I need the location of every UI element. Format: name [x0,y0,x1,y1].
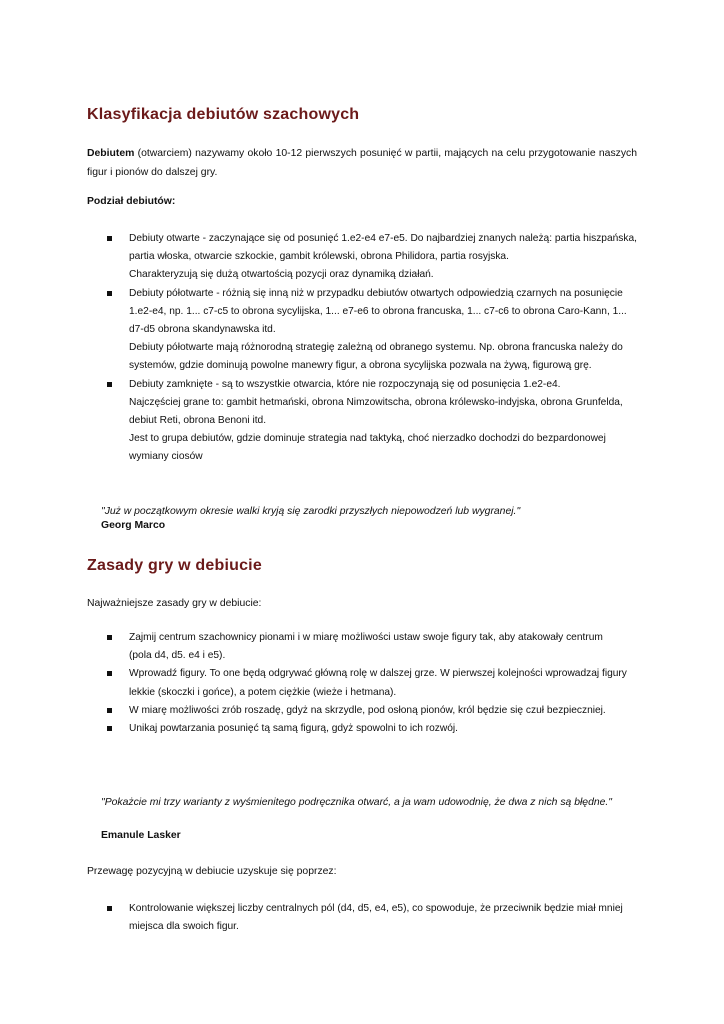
list-item-text: Zajmij centrum szachownicy pionami i w miarę możliwości ustaw swoje figury tak, aby atakowały centrum [129,632,603,643]
bullet-icon [107,671,112,676]
list-item-text: Charakteryzują się dużą otwartością pozycji oraz dynamiką działań. [129,269,434,281]
list-item-repeat [87,720,637,738]
quote-marco: "Już w początkowym okresie walki kryją się zarodki przyszłych niepowodzeń lub wygranej." [101,506,521,517]
list-item-text: Debiuty otwarte - zaczynające się od posunięć 1.e2-e4 e7-e5. Do najbardziej znanych należą: partia hiszpańska, partia włoska, otwarcie szkockie, gambit królewski, obrona Philidora, partia rosyjska. [129,233,637,263]
quote-author-lasker: Emanule Lasker [101,830,181,841]
quote-author-marco: Georg Marco [101,520,166,531]
division-label: Podział debiutów: [87,196,176,207]
bullet-icon [107,236,112,241]
intro-paragraph [87,145,637,182]
list-item-text: (pola d4, d5. e4 i e5). [129,650,226,662]
section-title-rules: Zasady gry w debiucie [87,557,262,574]
bullet-icon [107,726,112,731]
list-item-closed [87,376,637,467]
bullet-icon [107,291,112,296]
section-title-classification: Klasyfikacja debiutów szachowych [87,106,360,123]
list-item-open [87,230,637,285]
rules-intro: Najważniejsze zasady gry w debiucie: [87,598,262,609]
list-item-text: W miarę możliwości zrób roszadę, gdyż na skrzydle, pod osłoną pionów, król będzie się czuł bezpieczniej. [129,704,606,716]
bullet-icon [107,382,112,387]
list-item-center [87,629,637,665]
list-item-text: Debiuty półotwarte - różnią się inną niż w przypadku debiutów otwartych odpowiedzią czarnych na posunięcie 1.e2-e4, np. 1... c7-c5 to obrona sycylijska, 1... e7-e6 to obrona francuska, 1... c7-c6 to obrona Caro-Kann, 1... d7-d5 obrona skandynawska itd. [129,287,627,336]
opening-types-list [87,230,637,467]
bullet-icon [107,708,112,713]
intro-text: (otwarciem) nazywamy około 10-12 pierwszych posunięć w partii, mających na celu przygotowanie naszych figur i pionów do dalszej gry. [87,148,637,178]
bullet-icon [107,906,112,911]
list-item-text: Debiuty zamknięte - są to wszystkie otwarcia, które nie rozpoczynają się od posunięcia 1.e2-e4. [129,378,561,390]
intro-term: Debiutem [87,148,135,159]
list-item-castle [87,702,637,720]
bullet-icon [107,635,112,640]
rules-list [87,629,637,738]
list-item-text: Najczęściej grane to: gambit hetmański, obrona Nimzowitscha, obrona królewsko-indyjska, obrona Grunfelda, debiut Reti, obrona Benoni itd. [129,396,623,427]
advantage-list [87,900,637,936]
list-item-text: Unikaj powtarzania posunięć tą samą figurą, gdyż spowolni to ich rozwój. [129,723,458,735]
list-item-text: Wprowadź figury. To one będą odgrywać główną rolę w dalszej grze. W pierwszej kolejności wprowadzaj figury lekkie (skoczki i gońce), a potem ciężkie (wieże i hetmana). [129,668,627,698]
list-item-text: Kontrolowanie większej liczby centralnych pól (d4, d5, e4, e5), co spowoduje, że przeciwnik będzie miał mniej miejsca dla swoich figur. [129,903,623,933]
list-item-control-center [87,900,637,936]
quote-lasker: "Pokażcie mi trzy warianty z wyśmienitego podręcznika otwarć, a ja wam udowodnię, że dwa z nich są błędne." [101,797,612,808]
list-item-text: Debiuty półotwarte mają różnorodną strategię zależną od obranego systemu. Np. obrona francuska należy do systemów, gdzie dominują powolne manewry figur, a obrona sycylijska pozwala na żywą, figurową grę. [129,342,623,372]
list-item-semi-open [87,285,637,376]
list-item-develop [87,665,637,701]
list-item-text: Jest to grupa debiutów, gdzie dominuje strategia nad taktyką, choć nierzadko dochodzi do bezpardonowej wymiany ciosów [129,433,606,463]
advantage-intro: Przewagę pozycyjną w debiucie uzyskuje się poprzez: [87,866,337,877]
